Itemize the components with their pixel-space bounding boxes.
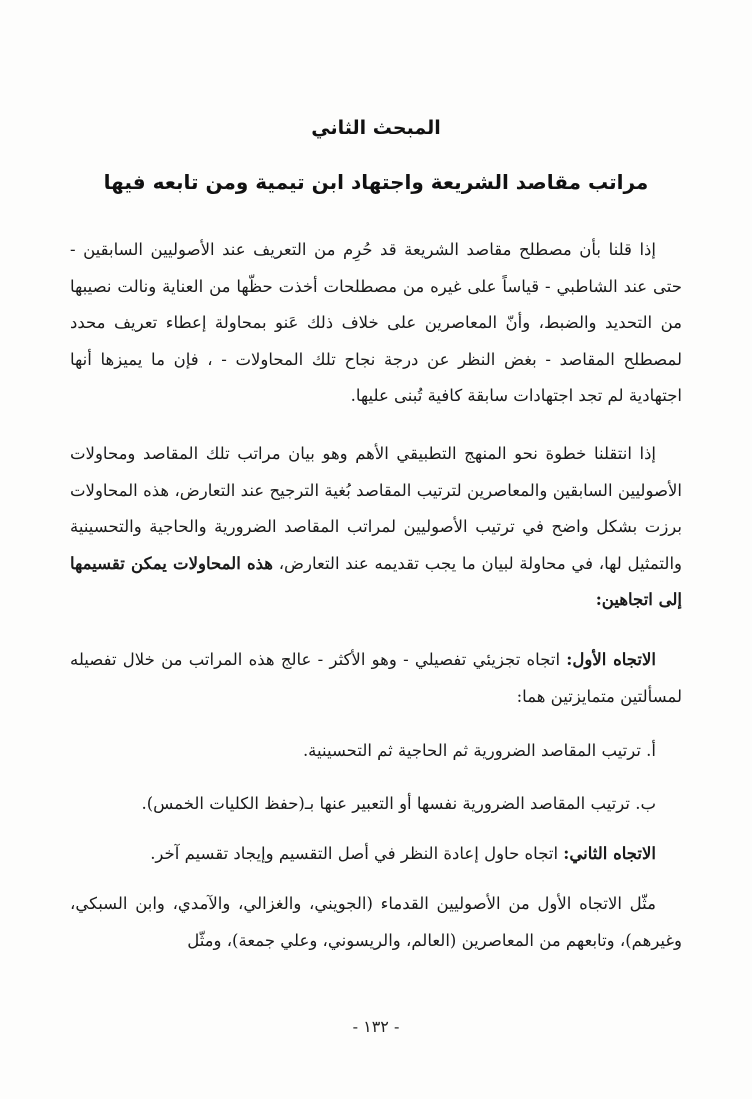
- paragraph-ranking-attempts: [70, 436, 682, 619]
- section-heading: مراتب مقاصد الشريعة واجتهاد ابن تيمية ومن تابعه فيها: [103, 170, 649, 194]
- list-item-a: أ. ترتيب المقاصد الضرورية ثم الحاجية ثم التحسينية.: [302, 741, 656, 760]
- paragraph-first-direction: [70, 642, 682, 715]
- list-item-b: ب. ترتيب المقاصد الضرورية نفسها أو التعبير عنها بـ(حفظ الكليات الخمس).: [141, 794, 656, 813]
- section-number-title: المبحث الثاني: [311, 117, 441, 139]
- first-direction-label: الاتجاه الأول:: [566, 650, 656, 669]
- paragraph-second-direction: [70, 836, 682, 873]
- paragraph-ranking-bold: هذه المحاولات يمكن تقسيمها إلى اتجاهين:: [70, 553, 682, 609]
- paragraph-ranking-text: إذا انتقلنا خطوة نحو المنهج التطبيقي الأهم وهو بيان مراتب تلك المقاصد ومحاولات الأصوليين السابقين والمعاصرين لترتيب المقاصد بُغية الترجيح عند التعارض، هذه المحاولات برزت بشكل واضح في ترتيب الأصوليين لمراتب المقاصد الضرورية والحاجية والتحسينية والتمثيل لها، في محاولة لبيان ما يجب تقديمه عند التعارض،: [70, 444, 682, 573]
- paragraph-definition: إذا قلنا بأن مصطلح مقاصد الشريعة قد حُرِم من التعريف عند الأصوليين السابقين - حتى عند الشاطبي - قياساً على غيره من مصطلحات أخذت حظّها من العناية ونالت نصيبها من التحديد والضبط، وأنّ المعاصرين على خلاف ذلك عَنو بمحاولة إعطاء تعريف محدد لمصطلح المقاصد - بغض النظر عن درجة نجاح تلك المحاولات - ، فإن ما يميزها أنها اجتهادية لم تجد اجتهادات سابقة كافية تُبنى عليها.: [70, 240, 682, 405]
- second-direction-label: الاتجاه الثاني:: [563, 844, 656, 863]
- paragraph-representatives: مثّل الاتجاه الأول من الأصوليين القدماء (الجويني، والغزالي، والآمدي، وابن السبكي، وغيرهم)، وتابعهم من المعاصرين (العالم، والريسوني، وعلي جمعة)، ومثّل: [70, 894, 682, 950]
- page-number: - ١٣٢ -: [352, 1017, 400, 1036]
- first-direction-text: اتجاه تجزيئي تفصيلي - وهو الأكثر - عالج هذه المراتب من خلال تفصيله لمسألتين متمايزتين هما:: [70, 650, 682, 706]
- second-direction-text: اتجاه حاول إعادة النظر في أصل التقسيم وإيجاد تقسيم آخر.: [150, 844, 564, 863]
